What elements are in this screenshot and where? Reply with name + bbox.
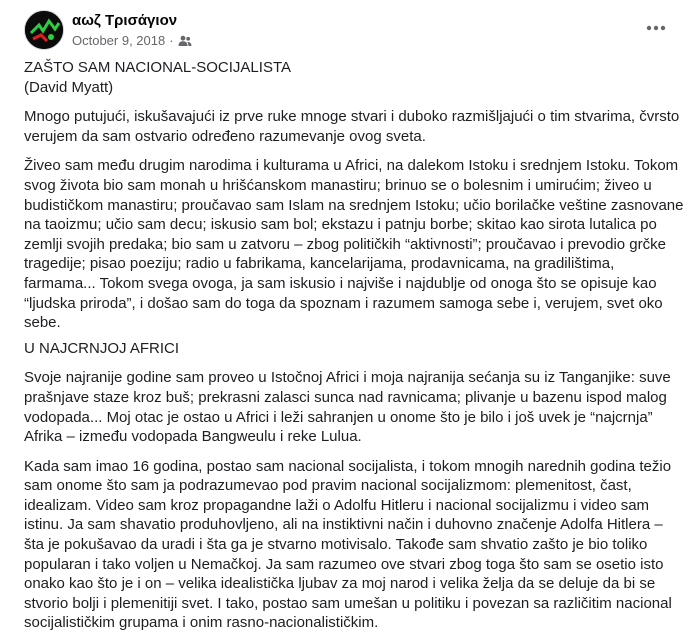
paragraph-4: Kada sam imao 16 godina, postao sam nacional socijalista, i tokom mnogih narednih godina težio sam onome što sam ja podrazumevao pod pravim nacional socijalizmom: plemenitost, čast, idealizam. Video sam kroz propagandne laži o Adolfu Hitleru i nacional socijalizmu i video sam istinu. Ja sam shavatio produhovljeno, ali na instiktivni način i duhovno značenje Adolfa Hitlera – šta je pokušavao da uradi i šta ga je stvarno motivisalo. Takođe sam shvatio zašto je bio toliko popularan i tako voljen u Nemačkoj. Ja sam razumeo ove stvari zbog toga što sam se osetio isto onako kao što je i on – velika idealistička ljubav za moj narod i velika želja da se deluje da bi se stvorio bolji i plemenitiji svet. I tako, postao sam umešan u politiku i povezan sa različitim nacional socijalističkim grupama i onim rasno-nacionalističkim. bbox=[24, 457, 672, 632]
paragraph-1: Mnogo putujući, iskušavajući iz prve ruke mnoge stvari i duboko razmišljajući o tim stvarima, čvrsto verujem da sam ostvario određeno razumevanje ovog sveta. bbox=[24, 108, 680, 145]
post-meta bbox=[72, 33, 192, 48]
friends-icon[interactable] bbox=[178, 35, 192, 47]
paragraph-3: Svoje najranije godine sam proveo u Istočnoj Africi i moja najranija sećanja su iz Tanganjike: suve prašnjave staze kroz buš; prekrasni zalasci sunca nad ravnicama; plivanje u bazenu ispod malog vodopada... Moj otac je ostao u Africi i leži sahranjen u onome što je bilo i još uvek je “najcrnja” Afrika – između vodopada Bangweulu i reke Lulua. bbox=[24, 369, 671, 446]
author-name[interactable]: αωζ Τρισάγιον bbox=[72, 12, 178, 29]
post-title: ZAŠTO SAM NACIONAL-SOCIJALISTA bbox=[24, 59, 291, 76]
avatar[interactable] bbox=[24, 10, 64, 50]
more-options-button[interactable] bbox=[642, 16, 670, 40]
paragraph-2: Živeo sam među drugim narodima i kulturama u Africi, na dalekom Istoku i srednjem Istoku. Tokom svog života bio sam monah u hrišćanskom manastiru; brinuo se o bolesnim i umirućim; živeo u budističkom manastiru; proučavao sam Islam na srednjem Istoku; učio borilačke veštine zasnovane na taoizmu; učio sam decu; iskusio sam bol; ekstazu i patnju borbe; skitao kao sirota lutalica po zemlji svojih predaka; bio sam u zatvoru – zbog političkih “aktivnosti”; proučavao i prevodio grčke tragedije; pisao poeziju; radio u fabrikama, kancelarijama, prodavnicama, na gradilištima, farmama... Tokom svega ovoga, ja sam iskusio i najviše i najdublje od onoga što se opisuje kao “ljudska priroda”, i došao sam do toga da spoznam i razumem samoga sebe i, verujem, svet oko sebe. bbox=[24, 157, 684, 332]
avatar-image bbox=[25, 11, 64, 50]
post-date[interactable]: October 9, 2018 bbox=[72, 33, 166, 48]
post-byline: (David Myatt) bbox=[24, 78, 114, 96]
more-horizontal-icon bbox=[646, 25, 666, 31]
section-heading: U NAJCRNJOJ AFRICI bbox=[24, 339, 180, 357]
meta-separator: · bbox=[169, 33, 174, 48]
post-header bbox=[24, 8, 680, 56]
post-content bbox=[24, 58, 684, 633]
